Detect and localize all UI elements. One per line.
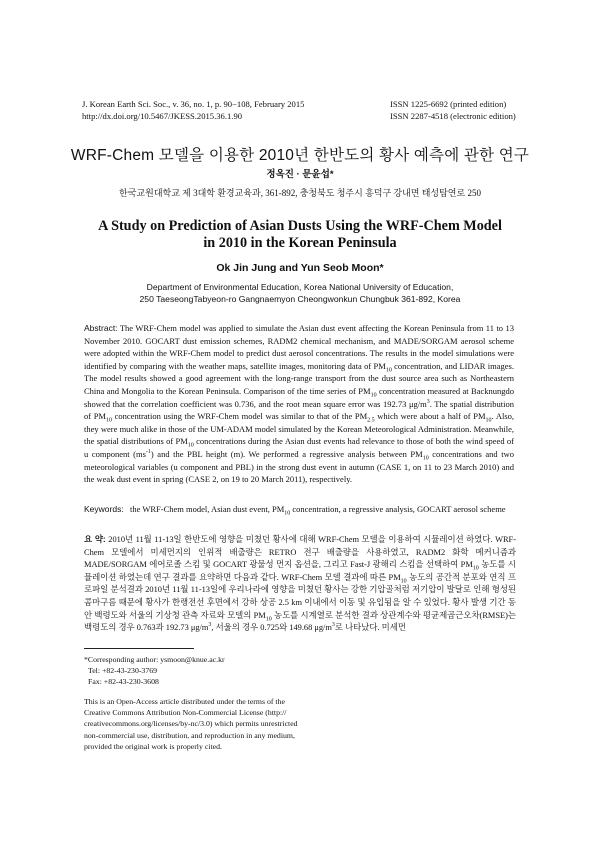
korean-authors: 정옥진 · 문윤섭* [266,169,334,180]
pm10-subscript: 10 [370,392,377,399]
pm10-subscript: 10 [400,578,407,585]
english-affiliation [40,281,560,305]
affiliation-line-2: 250 TaeseongTabyeon-ro Gangnaemyon Cheongwonkun Chungbuk 361-892, Korea [139,294,461,305]
open-access-line: Creative Commons Attribution Non-Commercial License (http:// [84,708,287,718]
abstract-text: concentrations and two meteorological variables (u component and PBL) in the strong dust event in autumn (CASE 1, on 11 to 23 March 2010) and the weak dust event in spring (CASE 2, on 19 to 20 March 2011), respectively. [84,448,514,485]
korean-abstract-text: 로 나타났다. 미세먼 [334,623,406,633]
abstract-text: ) and the PBL height (m). We performed a regressive analysis between PM [150,448,423,459]
keywords-part: the WRF-Chem model, Asian dust event, PM [130,504,285,514]
pm25-subscript: 2.5 [367,417,375,424]
cube-superscript: 3 [208,622,212,629]
inverse-superscript: -1 [145,449,151,456]
abstract-text: . The spatial distribution of PM [84,398,514,422]
open-access-line: This is an Open-Access article distributed under the terms of the [84,697,285,706]
korean-abstract-label: 요 약: [84,534,106,544]
open-access-line: non-commercial use, distribution, and reproduction in any medium, [84,730,295,740]
korean-title: WRF-Chem 모델을 이용한 2010년 한반도의 황사 예측에 관한 연구 [70,147,530,164]
pm10-subscript: 10 [385,367,392,374]
pm10-subscript: 10 [284,510,291,517]
english-authors: Ok Jin Jung and Yun Seob Moon* [216,262,384,274]
abstract [84,322,514,486]
korean-abstract-text: 농도의 공간적 분포와 연직 프로파일 분석결과 2010년 11월 11-13일에 우리나라에 영향을 미쳤던 황사는 강한 기압골처럼 저기압이 발달로 인해 형성된 콤마구름 때문에 황사가 한랭전선 후면에서 강하 상공 2.5 km 이내에서 이동 및 유입됨을 알 수 있었다. 황사 발생 기간 동안 백령도와 서울의 기상청 관측 자료와 모델의 PM [84,572,516,620]
pm10-subscript: 10 [472,565,479,572]
running-header-left [82,98,342,122]
pm10-subscript: 10 [485,417,492,424]
issn-electronic: ISSN 2287-4518 (electronic edition) [390,111,516,121]
pm10-subscript: 10 [106,417,112,424]
cube-superscript: 3 [426,398,430,405]
open-access-notice [84,696,298,752]
corresponding-tel: Tel: +82-43-230-3769 [88,666,158,676]
keywords [84,503,514,516]
issn-print: ISSN 1225-6692 (printed edition) [390,99,507,109]
english-title-line-1: A Study on Prediction of Asian Dusts Using the WRF-Chem Model [98,218,502,234]
keywords-label: Keywords: [84,504,124,514]
abstract-text: concentration, and LIDAR images. The model results showed a good agreement with the long-range transport from the dust source area such as Northeastern China and Mongolia to the Korean Peninsula. Comparison of the time series of PM [84,360,514,396]
korean-abstract-text: 2010년 11월 11-13일 한반도에 영향을 미쳤던 황사에 대해 WRF-Chem 모델을 이용하여 시뮬레이션 하였다. WRF-Chem 모델에서 미세먼지의 인위적 배출량은 RETRO 전구 배출량을 사용하였고, RADM2 화학 메커니즘과 MADE/SORGAM 에어로졸 스킴 및 GOCART 광물성 먼지 옵션을, 그리고 Fast-J 광해리 스킴을 선택하여 PM [84,535,517,570]
korean-affiliation: 한국교원대학교 제 3대학 환경교육과, 361-892, 충청북도 청주시 흥덕구 강내면 태성탑연로 250 [119,188,481,198]
affiliation-line-1: Department of Environmental Education, Korea National University of Education, [146,282,454,292]
abstract-text: concentrations during the Asian dust events had relevance to those of both the wind speed of u component (ms [84,436,514,459]
corresponding-author-footnote [84,654,344,688]
running-header-right [390,98,550,122]
pm10-subscript: 10 [187,443,194,450]
pm10-subscript: 10 [422,455,429,462]
english-title [60,218,540,252]
english-title-line-2: in 2010 in the Korean Peninsula [203,235,397,251]
abstract-label: Abstract: [84,323,118,333]
cube-superscript: 3 [331,622,335,629]
journal-citation: J. Korean Earth Sci. Soc., v. 36, no. 1, p. 90−108, February 2015 [82,99,305,109]
korean-abstract-text: , 서울의 경우 0.725와 149.68 μg/m [211,623,332,633]
korean-abstract-text: 농도를 시계열로 분석한 결과 상관계수와 평균제곱근오차(RMSE)는 백령도의 경우 0.763과 192.73 μg/m [84,610,517,633]
abstract-text: concentration using the WRF-Chem model was similar to that of the PM [112,411,368,422]
abstract-text: concentration measured at Backnungdo showed that the correlation coefficient was 0.736, and the root mean square error was 192.73 μg/m [84,385,514,409]
abstract-text: . Also, they were much alike in those of the UM-ADAM model simulated by the Korean Meteorological Administration. Meanwhile, the spatial distributions of PM [84,411,515,447]
corresponding-email[interactable]: *Corresponding author: ysmoon@knue.ac.kr [84,655,225,664]
pm10-subscript: 10 [265,616,272,623]
doi-link[interactable]: http://dx.doi.org/10.5467/JKESS.2015.36.1.90 [82,111,243,121]
abstract-text: The WRF-Chem model was applied to simulate the Asian dust event affecting the Korean Peninsula from 11 to 13 November 2010. GOCART dust emission schemes, RADM2 chemical mechanism, and MADE/SORGAM aerosol scheme were adopted within the WRF-Chem model to predict dust aerosol concentrations. The results in the model simulations were identified by comparing with the weather maps, satellite images, monitoring data of PM [84,323,514,371]
keywords-text [130,503,514,516]
korean-abstract [84,533,516,635]
footnote-divider [84,648,194,649]
korean-abstract-text: 농도를 시뮬레이션 하였는데 연구 결과를 요약하면 다음과 같다. WRF-Chem 모델 결과에 따른 PM [84,560,516,582]
corresponding-fax: Fax: +82-43-230-3608 [88,677,159,687]
keywords-part: concentration, a regressive analysis, GOCART aerosol scheme [290,504,506,514]
abstract-text: which were about a half of PM [374,411,486,422]
open-access-line: creativecommons.org/licenses/by-nc/3.0) which permits unrestricted [84,719,298,729]
open-access-line: provided the original work is properly cited. [84,741,222,751]
